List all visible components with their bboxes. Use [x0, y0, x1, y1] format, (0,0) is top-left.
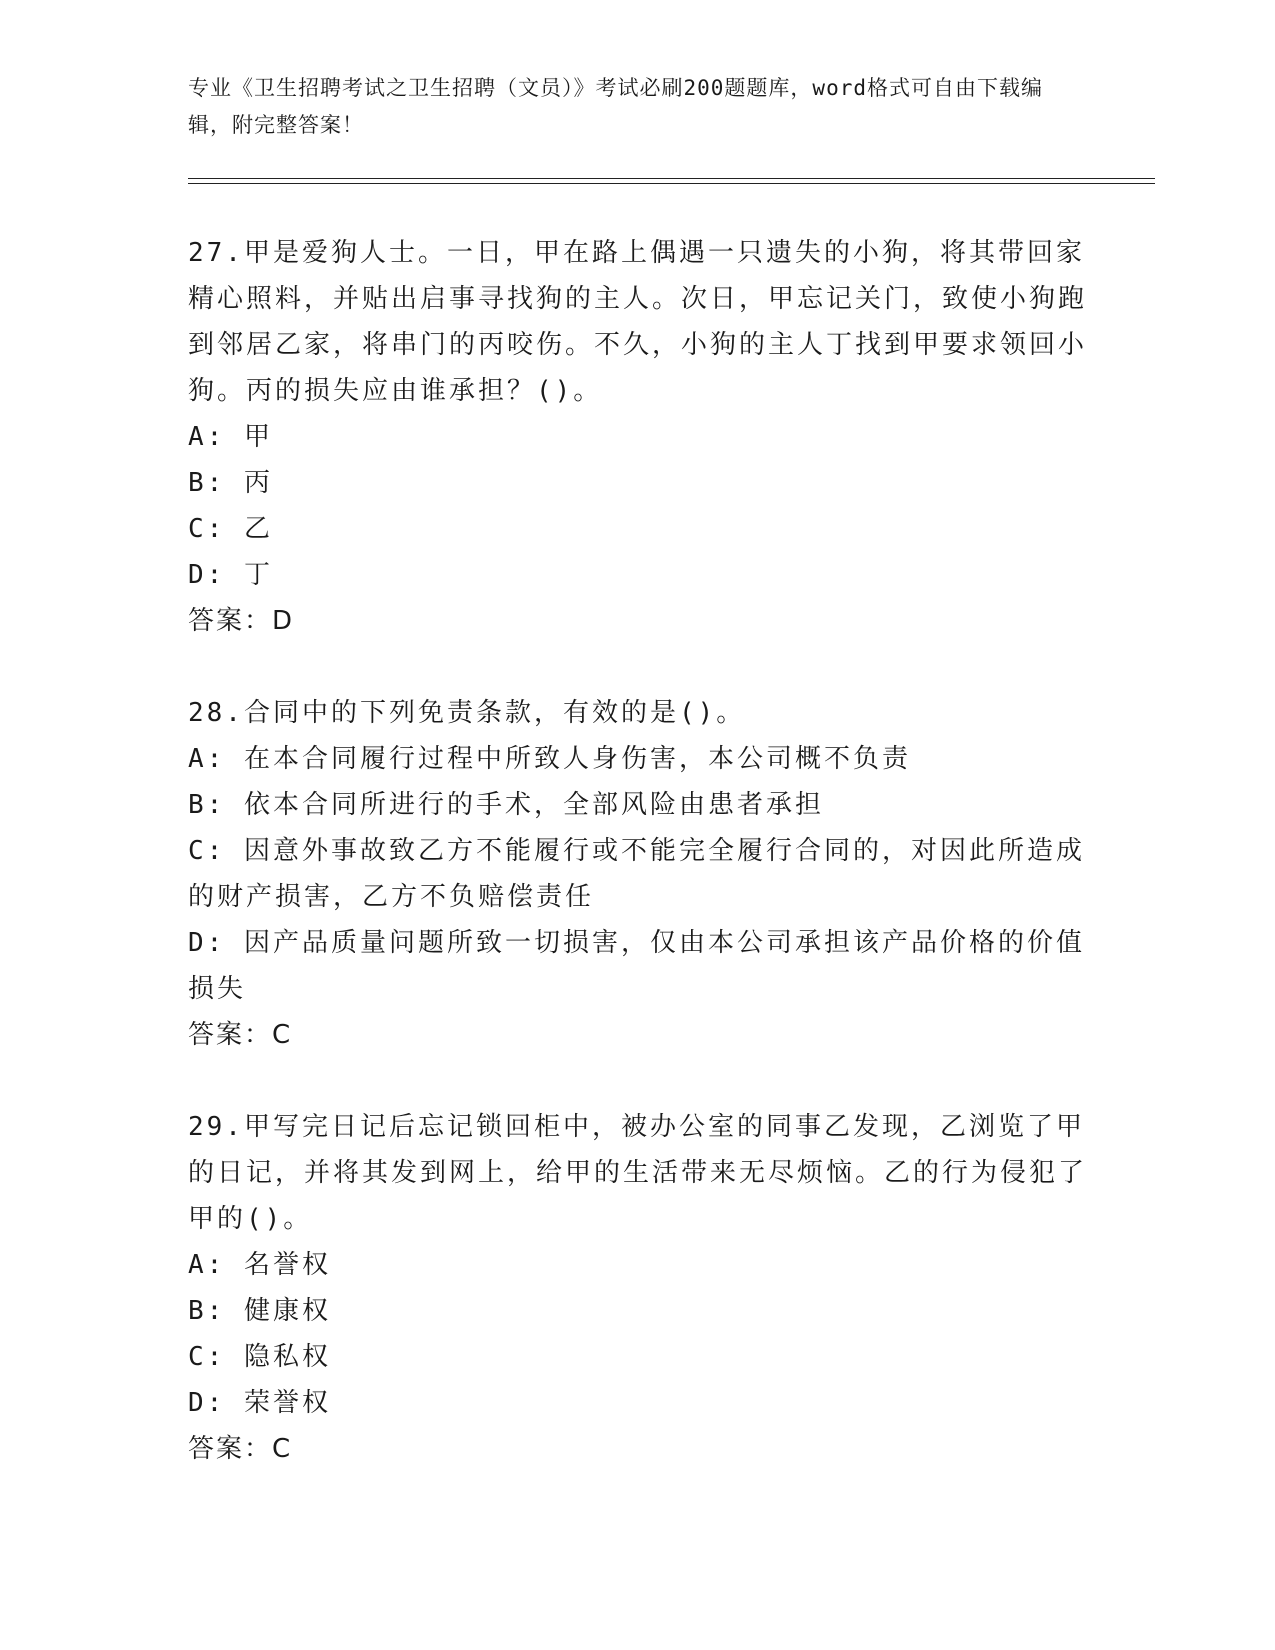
- question-stem: 28.合同中的下列免责条款，有效的是()。: [188, 698, 746, 728]
- option-b: B: 依本合同所进行的手术，全部风险由患者承担: [188, 790, 824, 820]
- answer: 答案：C: [188, 1434, 293, 1464]
- option-d: D: 荣誉权: [188, 1388, 331, 1418]
- option-b: B: 丙: [188, 468, 273, 498]
- option-c: C: 乙: [188, 514, 273, 544]
- header-divider-bottom: [188, 183, 1155, 184]
- answer: 答案：C: [188, 1020, 293, 1050]
- answer: 答案：D: [188, 606, 295, 636]
- question-list: [188, 230, 1088, 1518]
- header-divider-top: [188, 178, 1155, 179]
- document-header: 专业《卫生招聘考试之卫生招聘（文员）》考试必刷200题题库，word格式可自由下载编辑，附完整答案！: [188, 76, 1043, 137]
- option-a: A: 甲: [188, 422, 273, 452]
- option-d: D: 丁: [188, 560, 273, 590]
- option-c: C: 因意外事故致乙方不能履行或不能完全履行合同的，对因此所造成的财产损害，乙方不负赔偿责任: [188, 836, 1085, 912]
- question-29: [188, 1104, 1088, 1472]
- option-a: A: 名誉权: [188, 1250, 331, 1280]
- option-d: D: 因产品质量问题所致一切损害，仅由本公司承担该产品价格的价值损失: [188, 928, 1085, 1004]
- question-stem: 27.甲是爱狗人士。一日，甲在路上偶遇一只遗失的小狗，将其带回家精心照料，并贴出启事寻找狗的主人。次日，甲忘记关门，致使小狗跑到邻居乙家，将串门的丙咬伤。不久，小狗的主人丁找到甲要求领回小狗。丙的损失应由谁承担？()。: [188, 238, 1088, 406]
- question-stem: 29.甲写完日记后忘记锁回柜中，被办公室的同事乙发现，乙浏览了甲的日记，并将其发到网上，给甲的生活带来无尽烦恼。乙的行为侵犯了甲的()。: [188, 1112, 1088, 1234]
- option-b: B: 健康权: [188, 1296, 331, 1326]
- question-27: [188, 230, 1088, 644]
- option-c: C: 隐私权: [188, 1342, 331, 1372]
- option-a: A: 在本合同履行过程中所致人身伤害，本公司概不负责: [188, 744, 911, 774]
- question-28: [188, 690, 1088, 1058]
